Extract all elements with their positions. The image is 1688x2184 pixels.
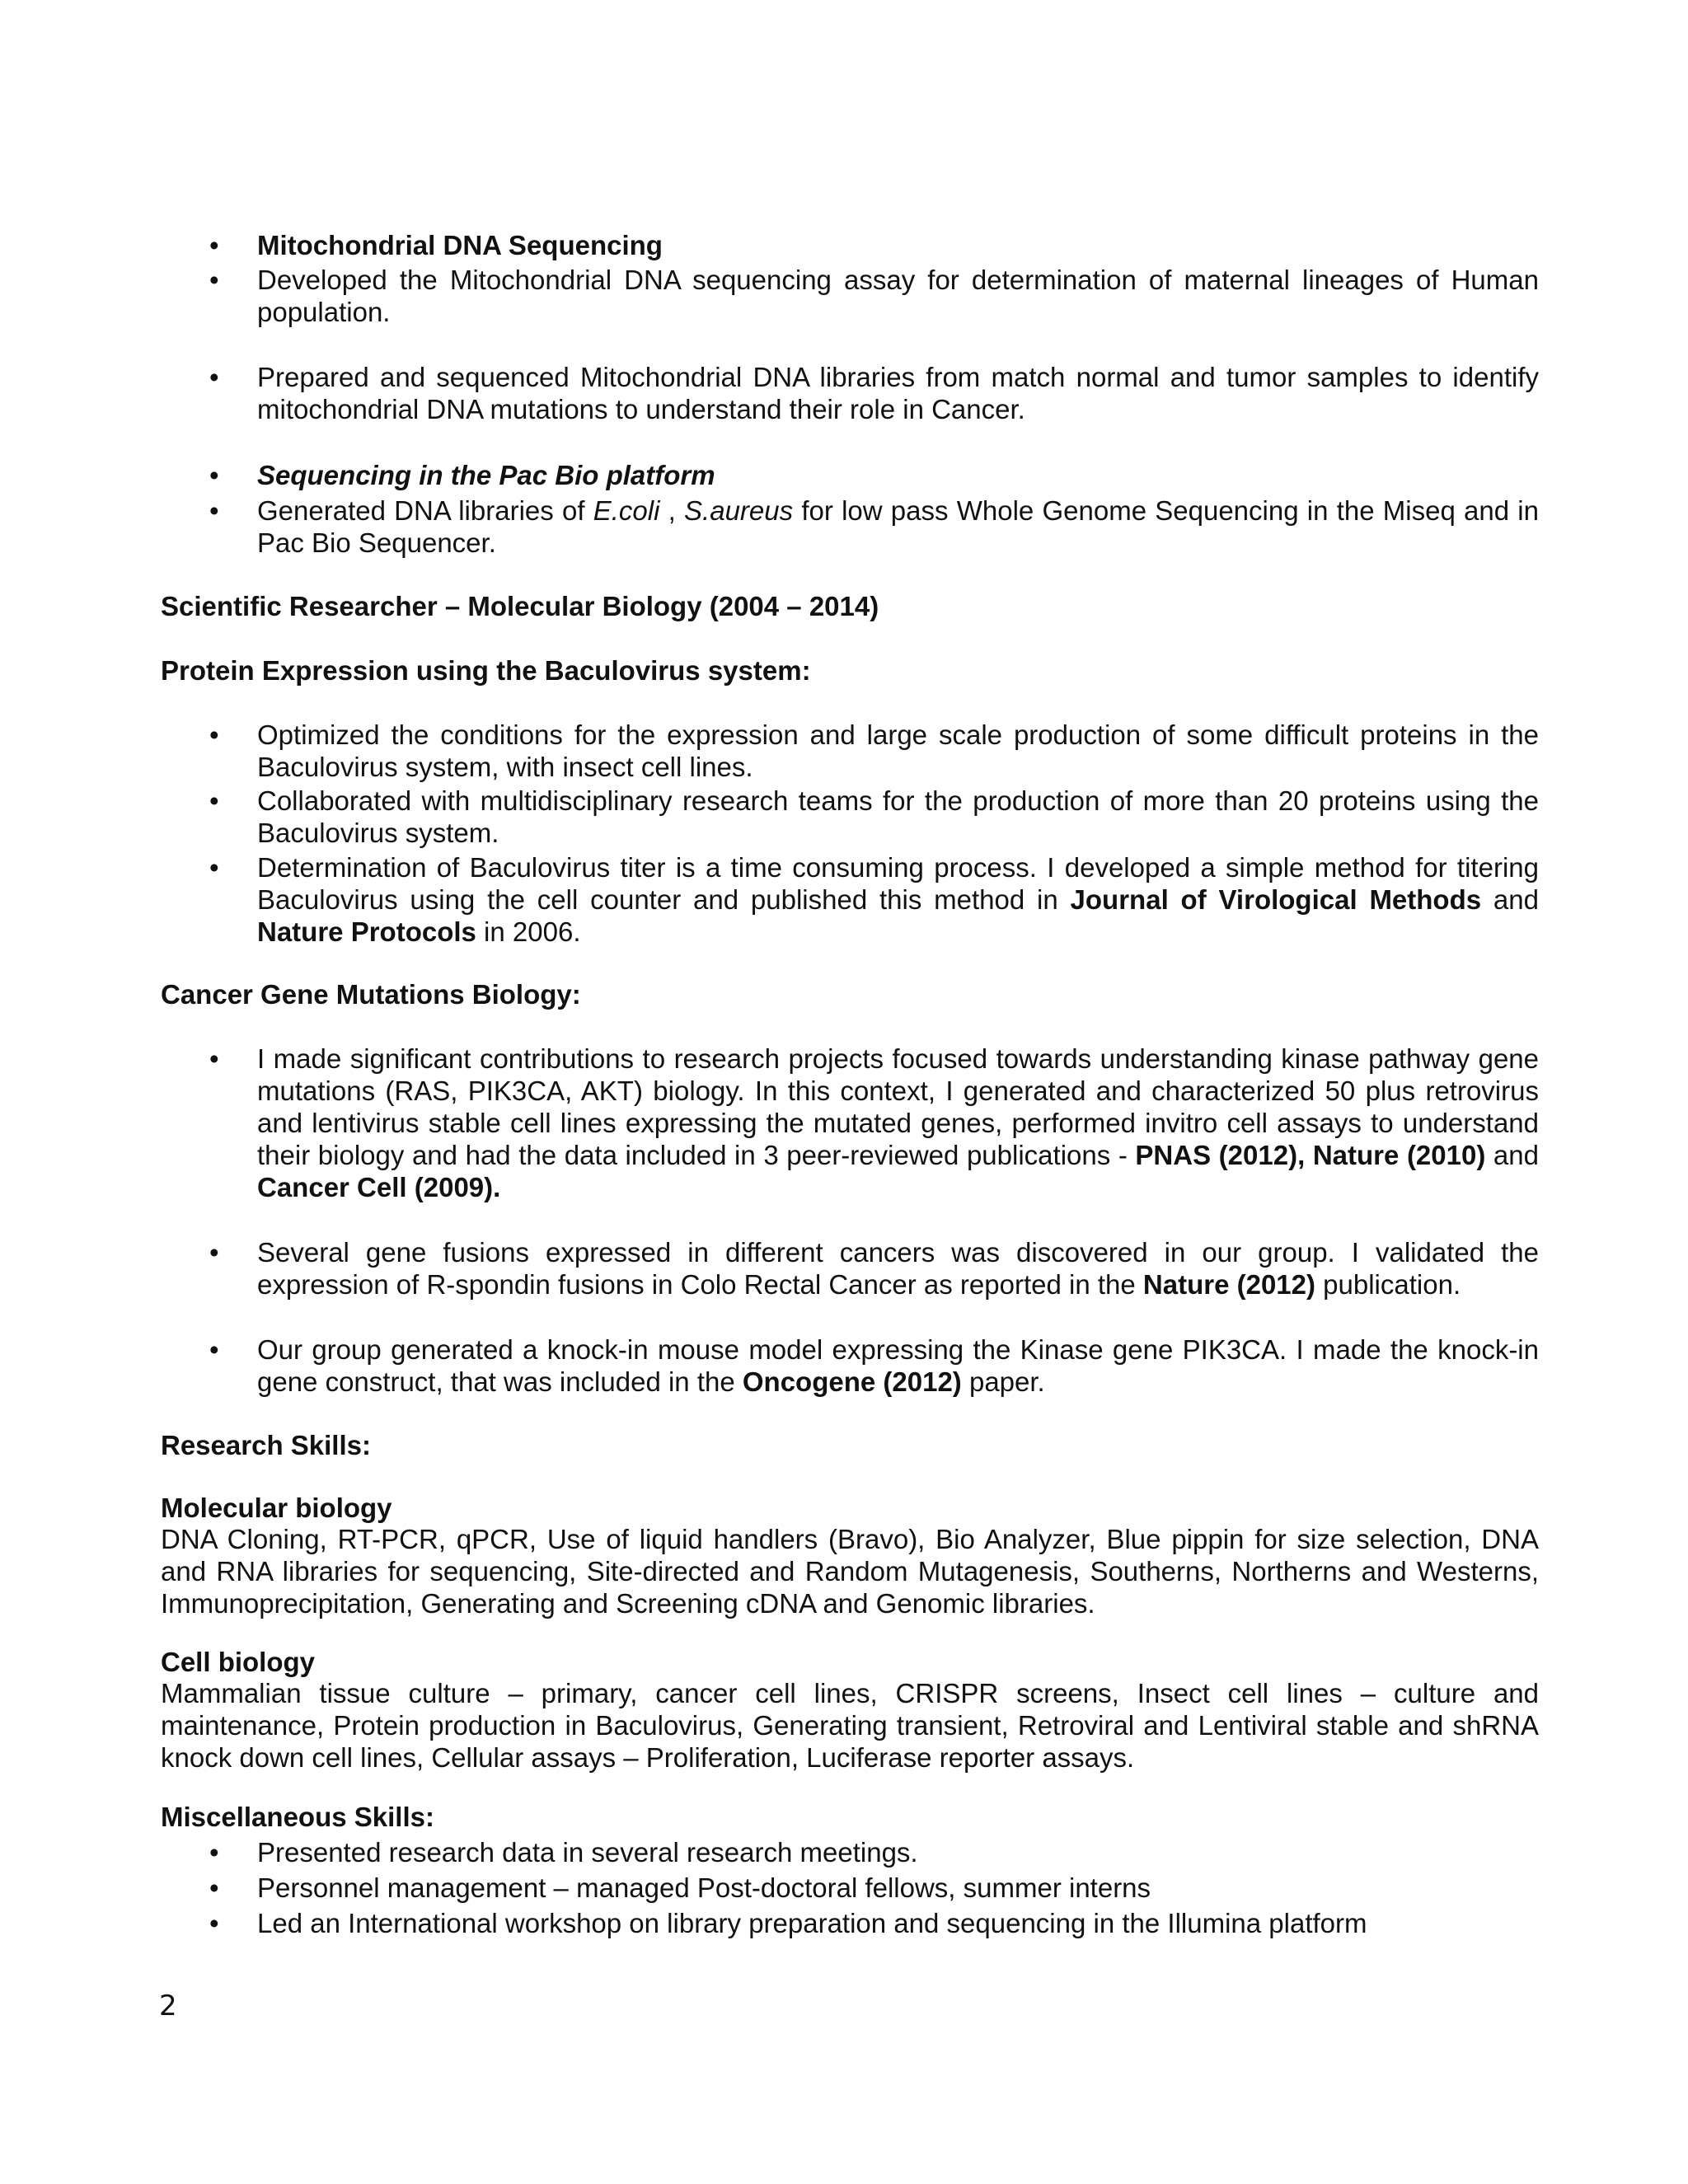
pacbio-heading-bullet [257, 459, 1539, 491]
job-title: Scientific Researcher – Molecular Biology (2004 – 2014) [161, 591, 879, 621]
pacbio-sep: , [659, 495, 685, 526]
page-number: 2 [159, 1990, 177, 2022]
journal-virological-methods: Journal of Virological Methods [1070, 884, 1482, 915]
cancer-item-2-pre: Several gene fusions expressed in different cancers was discovered in our group. I validated the expression of R-spondin fusions in Colo Rectal Cancer as reported in the [257, 1237, 1539, 1300]
research-skills-heading: Research Skills: [161, 1430, 371, 1460]
baculo-item-3 [257, 851, 1539, 948]
mito-item-2-text: Prepared and sequenced Mitochondrial DNA libraries from match normal and tumor samples to identify mitochondrial DNA mutations to understand their role in Cancer. [257, 362, 1539, 424]
molecular-biology-text: DNA Cloning, RT-PCR, qPCR, Use of liquid handlers (Bravo), Bio Analyzer, Blue pippin for size selection, DNA and RNA libraries for sequencing, Site-directed and Random Mutagenesis, Southerns, Northerns and Westerns, Immunoprecipitation, Generating and Screening cDNA and Genomic libraries. [161, 1524, 1539, 1619]
cancer-item-3-pre: Our group generated a knock-in mouse model expressing the Kinase gene PIK3CA. I made the knock-in gene construct, that was included in the [257, 1334, 1539, 1397]
cell-biology-heading: Cell biology [161, 1647, 316, 1677]
pacbio-heading: Sequencing in the Pac Bio platform [257, 460, 715, 490]
mito-item-2 [257, 361, 1539, 425]
molecular-biology-heading: Molecular biology [161, 1493, 392, 1523]
misc-item-1 [257, 1836, 1539, 1868]
oncogene-pub: Oncogene (2012) [742, 1366, 962, 1397]
pacbio-item [257, 494, 1539, 559]
baculo-item-2 [257, 785, 1539, 849]
mito-heading: Mitochondrial DNA Sequencing [257, 230, 663, 260]
baculo-item-1-text: Optimized the conditions for the expression and large scale production of some difficult proteins in the Baculovirus system, with insect cell lines. [257, 719, 1539, 782]
nature-protocols: Nature Protocols [257, 916, 476, 947]
misc-item-3 [257, 1907, 1539, 1939]
mito-item-1 [257, 264, 1539, 328]
pacbio-item-pre: Generated DNA libraries of [257, 495, 593, 526]
pacbio-item-post: for low pass Whole Genome Sequencing in the Miseq and in Pac Bio Sequencer. [257, 495, 1539, 558]
cancer-item-2 [257, 1236, 1539, 1301]
cancer-cell-pub: Cancer Cell (2009). [257, 1172, 501, 1202]
baculo-item-1 [257, 719, 1539, 783]
misc-item-2 [257, 1872, 1539, 1904]
cancer-item-3-post: paper. [961, 1366, 1045, 1397]
cancer-item-3 [257, 1333, 1539, 1398]
baculo-item-2-text: Collaborated with multidisciplinary research teams for the production of more than 20 proteins using the Baculovirus system. [257, 785, 1539, 848]
cancer-item-2-post: publication. [1315, 1269, 1461, 1300]
cancer-and: and [1485, 1140, 1539, 1170]
misc-skills-heading: Miscellaneous Skills: [161, 1802, 434, 1832]
misc-item-3-text: Led an International workshop on library preparation and sequencing in the Illumina platform [257, 1908, 1367, 1938]
baculo-heading: Protein Expression using the Baculovirus system: [161, 655, 811, 686]
cancer-heading: Cancer Gene Mutations Biology: [161, 979, 581, 1010]
baculo-and: and [1481, 884, 1539, 915]
cell-biology-text: Mammalian tissue culture – primary, cancer cell lines, CRISPR screens, Insect cell lines – culture and maintenance, Protein production in Baculovirus, Generating transient, Retroviral and Lentiviral stable and shRNA knock down cell lines, Cellular assays – Proliferation, Luciferase reporter assays. [161, 1678, 1539, 1773]
baculo-item-3-pre: Determination of Baculovirus titer is a time consuming process. I developed a simple method for titering Baculovirus using the cell counter and published this method in [257, 852, 1539, 915]
saureus-text: S.aureus [684, 495, 794, 526]
mito-item-1-text: Developed the Mitochondrial DNA sequencing assay for determination of maternal lineages of Human population. [257, 265, 1539, 327]
ecoli-text: E.coli [593, 495, 660, 526]
mito-heading-bullet [257, 229, 1539, 261]
misc-item-2-text: Personnel management – managed Post-doctoral fellows, summer interns [257, 1872, 1151, 1903]
nature-2012-pub: Nature (2012) [1142, 1269, 1315, 1300]
misc-item-1-text: Presented research data in several research meetings. [257, 1837, 918, 1868]
cancer-item-1 [257, 1043, 1539, 1203]
cancer-item-1-pre: I made significant contributions to research projects focused towards understanding kinase pathway gene mutations (RAS, PIK3CA, AKT) biology. In this context, I generated and characterized 50 plus retrovirus and lentivirus stable cell lines expressing the mutated genes, performed invitro cell assays to understand their biology and had the data included in 3 peer-reviewed publications - [257, 1043, 1539, 1170]
pnas-nature-pubs: PNAS (2012), Nature (2010) [1135, 1140, 1486, 1170]
baculo-item-3-post: in 2006. [476, 916, 581, 947]
